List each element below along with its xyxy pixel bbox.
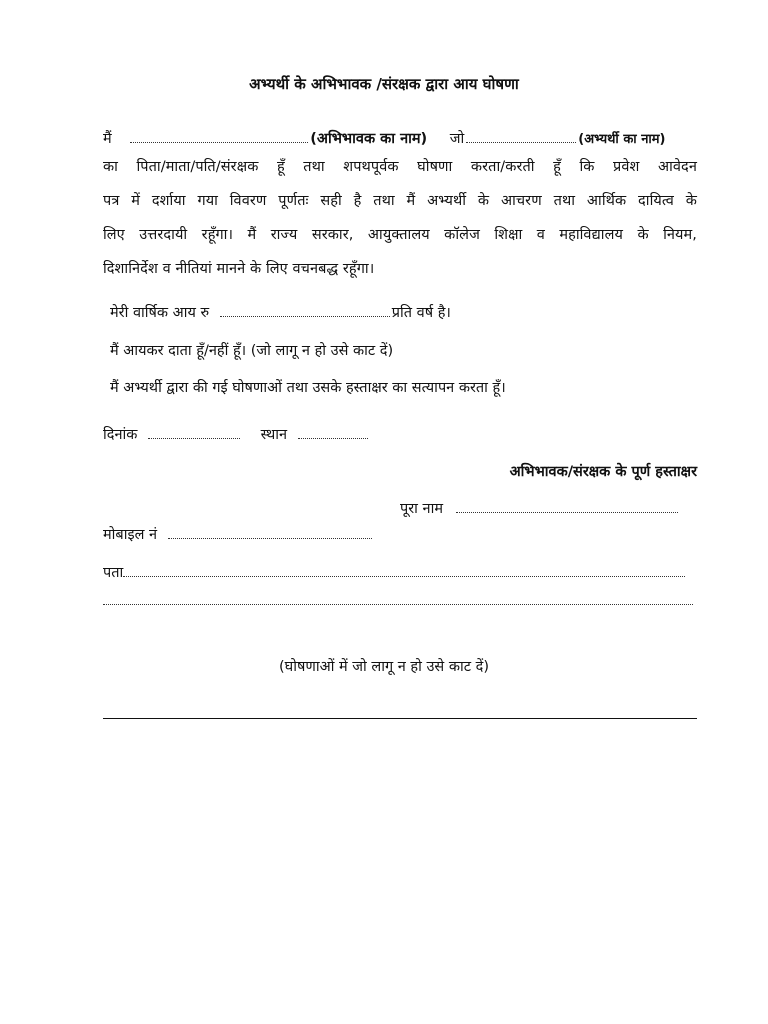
address-field[interactable]	[123, 564, 685, 577]
place-field[interactable]	[298, 426, 368, 439]
fullname-field[interactable]	[456, 500, 678, 513]
declaration-paragraph	[103, 150, 697, 286]
taxpayer-line: मैं आयकर दाता हूँ/नहीं हूँ। (जो लागू न हो उसे काट दें)	[110, 343, 394, 359]
fullname-label: पूरा नाम	[400, 501, 444, 517]
paragraph-line: का पिता/माता/पति/संरक्षक हूँ तथा शपथपूर्वक घोषणा करता/करती हूँ कि प्रवेश आवेदन	[103, 159, 697, 175]
fullname-line	[400, 498, 680, 518]
address-field-2[interactable]	[103, 592, 693, 605]
income-line	[110, 302, 451, 322]
income-field[interactable]	[220, 304, 390, 317]
date-field[interactable]	[148, 426, 240, 439]
address-line	[103, 562, 687, 582]
declarant-middle: जो	[449, 131, 465, 147]
place-label: स्थान	[260, 427, 288, 443]
guardian-name-field[interactable]	[130, 130, 308, 143]
declarant-line	[103, 128, 666, 148]
bottom-divider	[103, 718, 697, 719]
declarant-prefix: मैं	[103, 131, 112, 147]
paragraph-line: पत्र में दर्शाया गया विवरण पूर्णतः सही है तथा मैं अभ्यर्थी के आचरण तथा आर्थिक दायित्व के	[103, 193, 697, 209]
income-suffix: प्रति वर्ष है।	[391, 305, 451, 321]
date-label: दिनांक	[103, 427, 138, 443]
signature-label: अभिभावक/संरक्षक के पूर्ण हस्ताक्षर	[509, 464, 697, 480]
mobile-field[interactable]	[168, 526, 372, 539]
address-line-2	[103, 592, 695, 609]
mobile-line	[103, 524, 374, 544]
income-prefix: मेरी वार्षिक आय रु	[110, 305, 210, 321]
footer-note: (घोषणाओं में जो लागू न हो उसे काट दें)	[278, 659, 490, 675]
candidate-name-field[interactable]	[466, 130, 576, 143]
mobile-label: मोबाइल नं	[103, 527, 158, 543]
paragraph-line: लिए उत्तरदायी रहूँगा। मैं राज्य सरकार, आयुक्तालय कॉलेज शिक्षा व महाविद्यालय के नियम,	[103, 227, 697, 243]
verification-line: मैं अभ्यर्थी द्वारा की गई घोषणाओं तथा उसके हस्ताक्षर का सत्यापन करता हूँ।	[110, 380, 506, 396]
address-label: पता	[103, 565, 124, 581]
form-title: अभ्यर्थी के अभिभावक /संरक्षक द्वारा आय घोषणा	[249, 75, 519, 93]
candidate-name-label: (अभ्यर्थी का नाम)	[578, 132, 666, 147]
date-place-line	[103, 424, 370, 444]
guardian-name-label: (अभिभावक का नाम)	[310, 131, 428, 147]
paragraph-line: दिशानिर्देश व नीतियां मानने के लिए वचनबद्ध रहूँगा।	[103, 261, 375, 277]
